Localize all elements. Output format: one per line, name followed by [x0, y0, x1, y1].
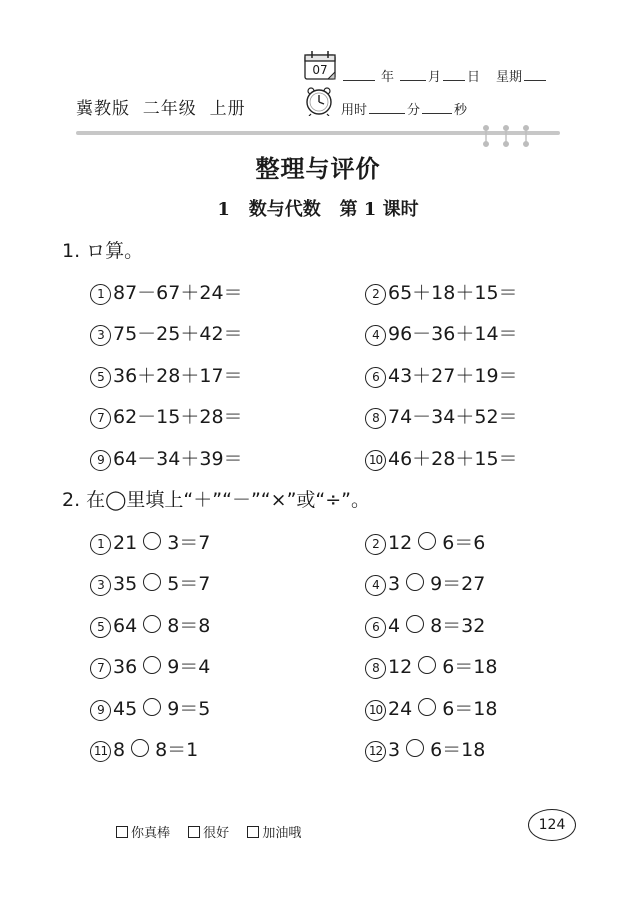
left-operand: 35 [113, 573, 138, 595]
q1-item-8 [365, 402, 518, 429]
q1-item-2 [365, 278, 518, 305]
left-operand: 3 [388, 739, 401, 761]
item-number: 1 [90, 284, 111, 305]
left-operand: 12 [388, 532, 413, 554]
right-side: 6＝18 [442, 656, 498, 678]
weekday-blank[interactable] [524, 68, 546, 81]
operator-blank[interactable] [406, 739, 424, 757]
seconds-label: 秒 [454, 103, 468, 118]
q2-item-5 [90, 611, 210, 638]
item-number: 5 [90, 617, 111, 638]
weekday-label: 星期 [496, 70, 523, 85]
eval-option-great[interactable] [116, 826, 170, 841]
item-number: 7 [90, 658, 111, 679]
right-side: 9＝5 [167, 698, 211, 720]
left-operand: 64 [113, 615, 138, 637]
q2-item-10 [365, 694, 497, 721]
q2-item-7 [90, 652, 210, 679]
q1-item-5 [90, 361, 243, 388]
eval-option-good[interactable] [188, 826, 229, 841]
day-blank[interactable] [443, 68, 465, 81]
page-title: 整理与评价 [255, 155, 381, 183]
checkbox-icon[interactable] [247, 826, 259, 838]
expression: 36＋28＋17＝ [113, 365, 243, 387]
expression: 62－15＋28＝ [113, 406, 243, 428]
item-number: 10 [365, 450, 386, 471]
seconds-blank[interactable] [422, 101, 452, 114]
q1-item-10 [365, 444, 518, 471]
operator-blank[interactable] [143, 532, 161, 550]
expression: 46＋28＋15＝ [388, 448, 518, 470]
item-number: 3 [90, 325, 111, 346]
item-number: 3 [90, 575, 111, 596]
operator-blank[interactable] [406, 615, 424, 633]
left-operand: 21 [113, 532, 138, 554]
item-number: 5 [90, 367, 111, 388]
q1-item-4 [365, 319, 518, 346]
right-side: 6＝6 [442, 532, 486, 554]
item-number: 6 [365, 367, 386, 388]
right-side: 9＝27 [430, 573, 486, 595]
time-used-label: 用时 [341, 103, 368, 118]
q2-item-2 [365, 528, 485, 555]
month-blank[interactable] [400, 68, 426, 81]
right-side: 5＝7 [167, 573, 211, 595]
item-number: 1 [90, 534, 111, 555]
q2-item-9 [90, 694, 210, 721]
right-side: 6＝18 [430, 739, 486, 761]
checkbox-icon[interactable] [116, 826, 128, 838]
item-number: 10 [365, 700, 386, 721]
item-number: 8 [365, 658, 386, 679]
expression: 74－34＋52＝ [388, 406, 518, 428]
q2-item-8 [365, 652, 497, 679]
expression: 65＋18＋15＝ [388, 282, 518, 304]
eval-label: 你真棒 [131, 826, 171, 841]
minutes-label: 分 [407, 103, 421, 118]
left-operand: 24 [388, 698, 413, 720]
q2-item-3 [90, 569, 210, 596]
operator-blank[interactable] [131, 739, 149, 757]
q1-item-6 [365, 361, 518, 388]
expression: 75－25＋42＝ [113, 323, 243, 345]
q2-item-6 [365, 611, 485, 638]
item-number: 12 [365, 741, 386, 762]
item-number: 4 [365, 325, 386, 346]
question-2-heading: 2. 在◯里填上“＋”“－”“×”或“÷”。 [62, 489, 371, 511]
item-number: 11 [90, 741, 111, 762]
operator-blank[interactable] [143, 573, 161, 591]
item-number: 7 [90, 408, 111, 429]
right-side: 8＝1 [155, 739, 199, 761]
right-side: 6＝18 [442, 698, 498, 720]
operator-blank[interactable] [143, 698, 161, 716]
operator-blank[interactable] [418, 698, 436, 716]
year-label: 年 [381, 70, 395, 85]
page-number: 124 [528, 809, 576, 841]
calendar-day: 07 [312, 63, 328, 77]
checkbox-icon[interactable] [188, 826, 200, 838]
q2-item-12 [365, 735, 485, 762]
expression: 96－36＋14＝ [388, 323, 518, 345]
right-side: 8＝8 [167, 615, 211, 637]
date-line [343, 66, 546, 85]
expression: 43＋27＋19＝ [388, 365, 518, 387]
right-side: 8＝32 [430, 615, 486, 637]
lesson-subtitle: 1 数与代数 第 1 课时 [217, 199, 419, 220]
operator-blank[interactable] [143, 615, 161, 633]
left-operand: 45 [113, 698, 138, 720]
q1-item-1 [90, 278, 243, 305]
item-number: 9 [90, 450, 111, 471]
decorative-dots [478, 124, 548, 148]
item-number: 9 [90, 700, 111, 721]
expression: 64－34＋39＝ [113, 448, 243, 470]
left-operand: 4 [388, 615, 401, 637]
operator-blank[interactable] [406, 573, 424, 591]
month-label: 月 [428, 70, 442, 85]
operator-blank[interactable] [418, 656, 436, 674]
left-operand: 3 [388, 573, 401, 595]
right-side: 3＝7 [167, 532, 211, 554]
left-operand: 36 [113, 656, 138, 678]
item-number: 2 [365, 284, 386, 305]
minutes-blank[interactable] [369, 101, 405, 114]
left-operand: 12 [388, 656, 413, 678]
q1-item-9 [90, 444, 243, 471]
eval-option-keep-going[interactable] [247, 826, 301, 841]
left-operand: 8 [113, 739, 126, 761]
time-line [341, 99, 467, 118]
item-number: 2 [365, 534, 386, 555]
operator-blank[interactable] [143, 656, 161, 674]
eval-label: 很好 [203, 826, 230, 841]
publisher-label: 冀教版 二年级 上册 [76, 99, 246, 119]
eval-label: 加油哦 [262, 826, 302, 841]
day-label: 日 [467, 70, 481, 85]
q2-item-11 [90, 735, 198, 762]
operator-blank[interactable] [418, 532, 436, 550]
q2-item-1 [90, 528, 210, 555]
q1-item-3 [90, 319, 243, 346]
question-1-heading: 1. ロ算。 [62, 240, 144, 262]
q2-item-4 [365, 569, 485, 596]
self-evaluation [116, 822, 315, 841]
q1-item-7 [90, 402, 243, 429]
item-number: 6 [365, 617, 386, 638]
right-side: 9＝4 [167, 656, 211, 678]
expression: 87－67＋24＝ [113, 282, 243, 304]
item-number: 4 [365, 575, 386, 596]
clock-icon [303, 86, 335, 116]
item-number: 8 [365, 408, 386, 429]
